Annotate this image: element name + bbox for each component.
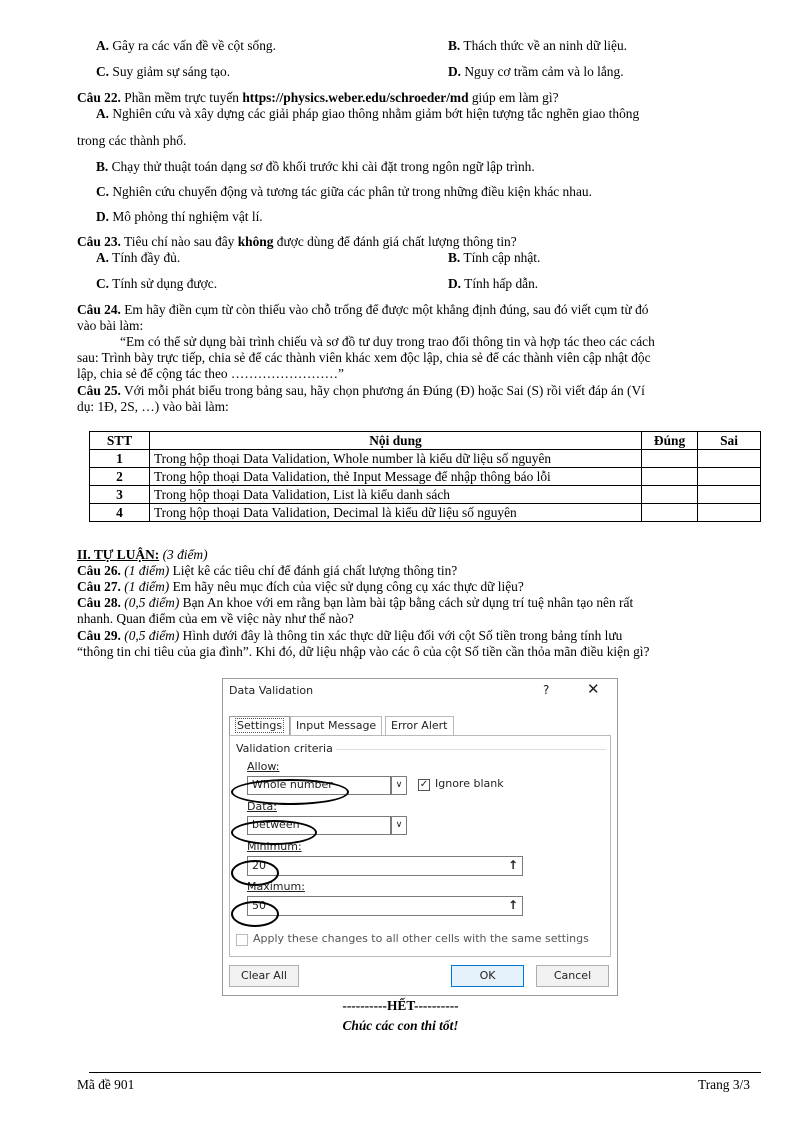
data-label: Data: [247, 800, 277, 813]
row-stt: 2 [90, 468, 150, 486]
cancel-button[interactable]: Cancel [536, 965, 609, 987]
row-true-cell [642, 486, 698, 504]
range-select-icon[interactable]: ↑ [507, 898, 518, 912]
q22-option-d: D. Mô phỏng thí nghiệm vật lí. [96, 209, 263, 224]
maximum-value: 50 [252, 899, 266, 912]
row-content: Trong hộp thoại Data Validation, Decimal là kiểu dữ liệu số nguyên [149, 504, 641, 522]
help-icon[interactable]: ? [543, 683, 550, 697]
true-false-table [89, 431, 761, 522]
row-content: Trong hộp thoại Data Validation, Whole number là kiểu dữ liệu số nguyên [149, 450, 641, 468]
dialog-title: Data Validation [229, 684, 314, 697]
header-stt: STT [90, 432, 150, 450]
section-2-title: II. TỰ LUẬN: (3 điểm) [77, 547, 208, 562]
q22-option-c: C. Nghiên cứu chuyển động và tương tác giữa các phân tử trong những điều kiện khác nhau. [96, 184, 592, 199]
highlight-oval-minimum [231, 860, 279, 886]
table-header-row [90, 432, 761, 450]
ignore-blank-checkbox[interactable]: ✓ [419, 779, 429, 790]
minimum-label: Minimum: [247, 840, 302, 853]
q28: Câu 28. (0,5 điểm) Bạn An khoe với em rằng bạn làm bài tập bằng cách sử dụng trí tuệ nhân tạo nên rất [77, 595, 634, 610]
table-row [90, 504, 761, 522]
row-content: Trong hộp thoại Data Validation, List là kiểu danh sách [149, 486, 641, 504]
minimum-value: 20 [252, 859, 266, 872]
q21-option-d: D. Nguy cơ trầm cảm và lo lắng. [448, 64, 624, 79]
q25-question: Câu 25. Với mỗi phát biểu trong bảng sau, hãy chọn phương án Đúng (Đ) hoặc Sai (S) rồi viết đáp án (Ví [77, 383, 645, 398]
exam-code: Mã đề 901 [77, 1077, 135, 1092]
ignore-blank-label: Ignore blank [435, 777, 504, 790]
q27: Câu 27. (1 điểm) Em hãy nêu mục đích của việc sử dụng công cụ xác thực dữ liệu? [77, 579, 524, 594]
highlight-oval-data [231, 820, 317, 845]
end-mark: ----------HẾT---------- [342, 998, 459, 1013]
maximum-label: Maximum: [247, 880, 305, 893]
q24-question-cont: vào bài làm: [77, 318, 144, 333]
allow-label: Allow: [247, 760, 280, 773]
apply-all-label: Apply these changes to all other cells with the same settings [253, 932, 589, 945]
q25-question-cont: dụ: 1Đ, 2S, …) vào bài làm: [77, 399, 229, 414]
row-false-cell [698, 504, 761, 522]
minimum-input[interactable] [247, 856, 523, 876]
row-true-cell [642, 504, 698, 522]
clear-all-button[interactable]: Clear All [229, 965, 299, 987]
q23-option-d: D. Tính hấp dẫn. [448, 276, 539, 291]
q24-question: Câu 24. Em hãy điền cụm từ còn thiếu vào chỗ trống để được một khẳng định đúng, sau đó viết cụm từ đó [77, 302, 649, 317]
tab-settings[interactable]: Settings [229, 716, 290, 736]
row-content: Trong hộp thoại Data Validation, thẻ Input Message để nhập thông báo lỗi [149, 468, 641, 486]
q29-cont: “thông tin chi tiêu của gia đình”. Khi đó, dữ liệu nhập vào các ô của cột Số tiền cần thỏa mãn điều kiện gì? [77, 644, 650, 659]
q24-quote-line1: “Em có thể sử dụng bài trình chiếu và sơ đồ tư duy trong trao đổi thông tin và hợp tác theo các cách [120, 334, 655, 349]
table-row [90, 468, 761, 486]
range-select-icon[interactable]: ↑ [507, 858, 518, 872]
header-false: Sai [698, 432, 761, 450]
table-row [90, 486, 761, 504]
q22-option-a: A. Nghiên cứu và xây dựng các giải pháp giao thông nhằm giảm bớt hiện tượng tắc nghẽn giao thông [96, 106, 640, 121]
table-row [90, 450, 761, 468]
q23-option-b: B. Tính cập nhật. [448, 250, 541, 265]
q24-quote-line2: sau: Trình bày trực tiếp, chia sẻ để các thành viên khác xem độc lập, chia sẻ để các thành viên cập nhật độc [77, 350, 651, 365]
criteria-label: Validation criteria [236, 742, 333, 755]
q24-quote-line3: lập, chia sẻ để cộng tác theo ……………………” [77, 366, 344, 381]
q22-option-b: B. Chạy thử thuật toán dạng sơ đồ khối trước khi cài đặt trong ngôn ngữ lập trình. [96, 159, 535, 174]
maximum-input[interactable] [247, 896, 523, 916]
good-luck-message: Chúc các con thi tốt! [342, 1018, 459, 1033]
row-true-cell [642, 468, 698, 486]
data-validation-dialog [222, 678, 618, 996]
q21-option-b: B. Thách thức về an ninh dữ liệu. [448, 38, 628, 53]
footer-divider [89, 1072, 761, 1073]
data-select[interactable]: between [247, 816, 391, 835]
q23-option-a: A. Tính đầy đủ. [96, 250, 181, 265]
q28-cont: nhanh. Quan điểm của em về việc này như thế nào? [77, 611, 354, 626]
q21-option-c: C. Suy giảm sự sáng tạo. [96, 64, 231, 79]
header-true: Đúng [642, 432, 698, 450]
row-stt: 4 [90, 504, 150, 522]
tab-input-message[interactable]: Input Message [290, 716, 382, 736]
q22-option-a-cont: trong các thành phố. [77, 133, 187, 148]
q23-question: Câu 23. Tiêu chí nào sau đây không được dùng để đánh giá chất lượng thông tin? [77, 234, 517, 249]
ok-button[interactable]: OK [451, 965, 524, 987]
close-icon[interactable]: ✕ [587, 680, 600, 698]
settings-pane [229, 735, 611, 957]
highlight-oval-maximum [231, 901, 279, 927]
q29: Câu 29. (0,5 điểm) Hình dưới đây là thông tin xác thực dữ liệu đối với cột Số tiền trong bảng tính lưu [77, 628, 623, 643]
criteria-divider [336, 749, 606, 750]
page-number: Trang 3/3 [698, 1077, 750, 1092]
chevron-down-icon[interactable]: ∨ [391, 776, 407, 795]
q23-option-c: C. Tính sử dụng được. [96, 276, 218, 291]
tab-error-alert[interactable]: Error Alert [385, 716, 454, 736]
header-content: Nội dung [149, 432, 641, 450]
row-false-cell [698, 450, 761, 468]
apply-all-checkbox[interactable] [236, 934, 248, 946]
q21-option-a: A. Gây ra các vấn đề về cột sống. [96, 38, 276, 53]
chevron-down-icon[interactable]: ∨ [391, 816, 407, 835]
row-false-cell [698, 486, 761, 504]
row-true-cell [642, 450, 698, 468]
row-false-cell [698, 468, 761, 486]
highlight-oval-allow [231, 779, 349, 805]
row-stt: 3 [90, 486, 150, 504]
q22-question: Câu 22. Phần mềm trực tuyến https://physics.weber.edu/schroeder/md giúp em làm gì? [77, 90, 559, 105]
allow-select[interactable]: Whole number [247, 776, 391, 795]
row-stt: 1 [90, 450, 150, 468]
q26: Câu 26. (1 điểm) Liệt kê các tiêu chí để đánh giá chất lượng thông tin? [77, 563, 458, 578]
